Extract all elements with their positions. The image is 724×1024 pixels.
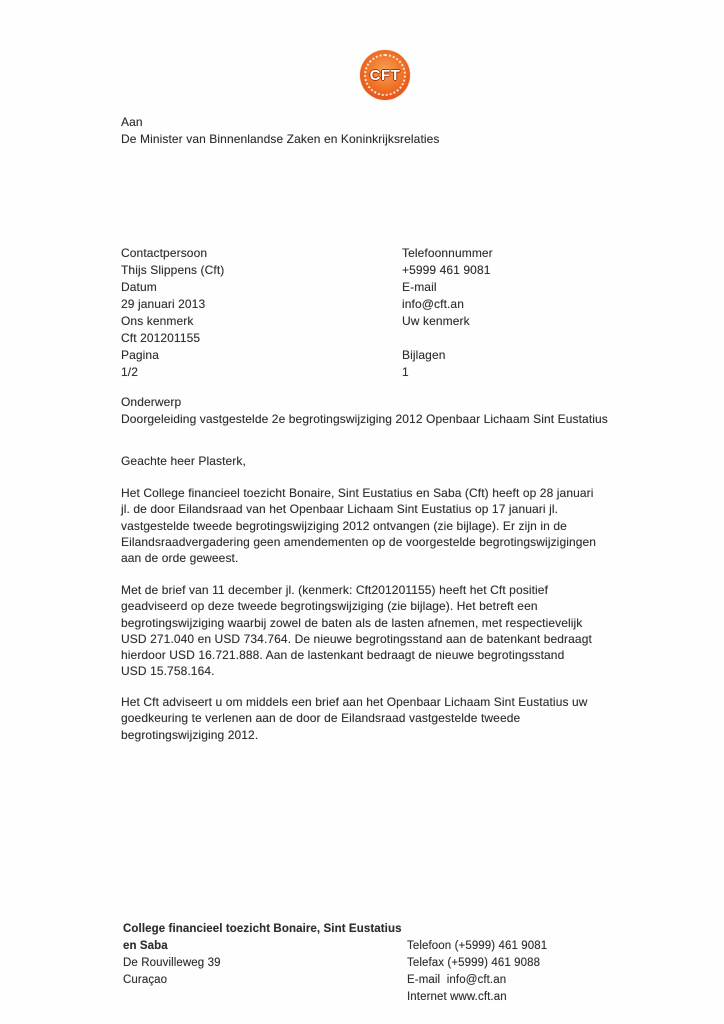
meta-label: E-mail [402,280,437,294]
text-line: hierdoor USD 16.721.888. Aan de lastenkant bedraagt de nieuwe begrotingsstand [121,648,565,663]
text-line: begrotingswijziging 2012. [121,727,259,742]
meta-value: 1 [402,365,409,379]
text-line: Met de brief van 11 december jl. (kenmerk: Cft201201155) heeft het Cft positief [121,583,549,597]
recipient-name: De Minister van Binnenlandse Zaken en Koninkrijksrelaties [121,132,440,146]
meta-label: Ons kenmerk [121,314,194,328]
salutation: Geachte heer Plasterk, [121,454,246,468]
body-paragraph-1 [121,485,596,566]
footer-contact-line: Telefax (+5999) 461 9088 [407,957,541,969]
meta-value: +5999 461 9081 [402,263,491,277]
meta-label: Telefoonnummer [402,246,493,260]
meta-left-column [121,245,224,381]
meta-value: Cft 201201155 [121,331,201,345]
text-line: USD 15.758.164. [121,664,215,679]
footer-org-block [123,921,402,989]
text-line: begrotingswijziging waarbij zowel de baten als de lasten afnemen, met respectievelijk [121,615,583,630]
meta-label: Bijlagen [402,348,446,362]
text-line: jl. de door Eilandsraad van het Openbaar Lichaam Sint Eustatius op 17 januari jl. [121,502,559,517]
footer-contact-block [407,938,547,1006]
meta-row [121,313,224,347]
meta-right-column [402,245,493,381]
text-line: USD 271.040 en USD 734.764. De nieuwe begrotingsstand aan de batenkant bedraagt [121,631,592,646]
meta-value: Thijs Slippens (Cft) [121,263,225,277]
meta-row [402,279,493,313]
text-line: Eilandsraadvergadering geen amendementen op de voorgestelde begrotingswijzigingen [121,534,597,549]
meta-value: 29 januari 2013 [121,297,206,311]
text-line: goedkeuring te verlenen aan de door de Eilandsraad vastgestelde tweede [121,711,521,726]
text-line: geadviseerd op deze tweede begrotingswijziging (zie bijlage). Het betreft een [121,599,538,614]
meta-row [121,245,224,279]
text-line: vastgestelde tweede begrotingswijziging 2012 ontvangen (zie bijlage). Er zijn in de [121,518,567,533]
meta-value [402,330,493,347]
meta-value: info@cft.an [402,297,464,311]
footer-address: De Rouvilleweg 39 [123,957,221,969]
footer-contact-line: Telefoon (+5999) 461 9081 [407,940,548,952]
footer-contact-line: Internet www.cft.an [407,991,507,1003]
meta-value: 1/2 [121,365,138,379]
meta-label: Uw kenmerk [402,314,470,328]
cft-seal-logo [360,50,410,100]
subject-block [121,394,608,428]
recipient-block [121,114,440,148]
body-paragraph-2 [121,582,592,680]
body-paragraph-3 [121,694,588,743]
text-line: Het College financieel toezicht Bonaire, Sint Eustatius en Saba (Cft) heeft op 28 januari [121,486,594,500]
footer-org-name-line2: en Saba [123,940,168,952]
meta-label: Contactpersoon [121,246,208,260]
footer-city: Curaçao [123,974,168,986]
subject-label: Onderwerp [121,395,182,409]
text-line: aan de orde geweest. [121,551,239,566]
meta-row [402,245,493,279]
footer-contact-line: E-mail info@cft.an [407,974,507,986]
meta-row [121,347,224,381]
meta-label: Datum [121,280,157,294]
cft-logo-text: CFT [369,66,401,84]
meta-row [402,313,493,347]
subject-value: Doorgeleiding vastgestelde 2e begrotingswijziging 2012 Openbaar Lichaam Sint Eustatius [121,412,608,426]
footer-org-name-line1: College financieel toezicht Bonaire, Sint Eustatius [123,923,402,935]
recipient-label: Aan [121,115,143,129]
meta-row [402,347,493,381]
meta-label: Pagina [121,348,159,362]
text-line: Het Cft adviseert u om middels een brief aan het Openbaar Lichaam Sint Eustatius uw [121,695,588,709]
meta-row [121,279,224,313]
